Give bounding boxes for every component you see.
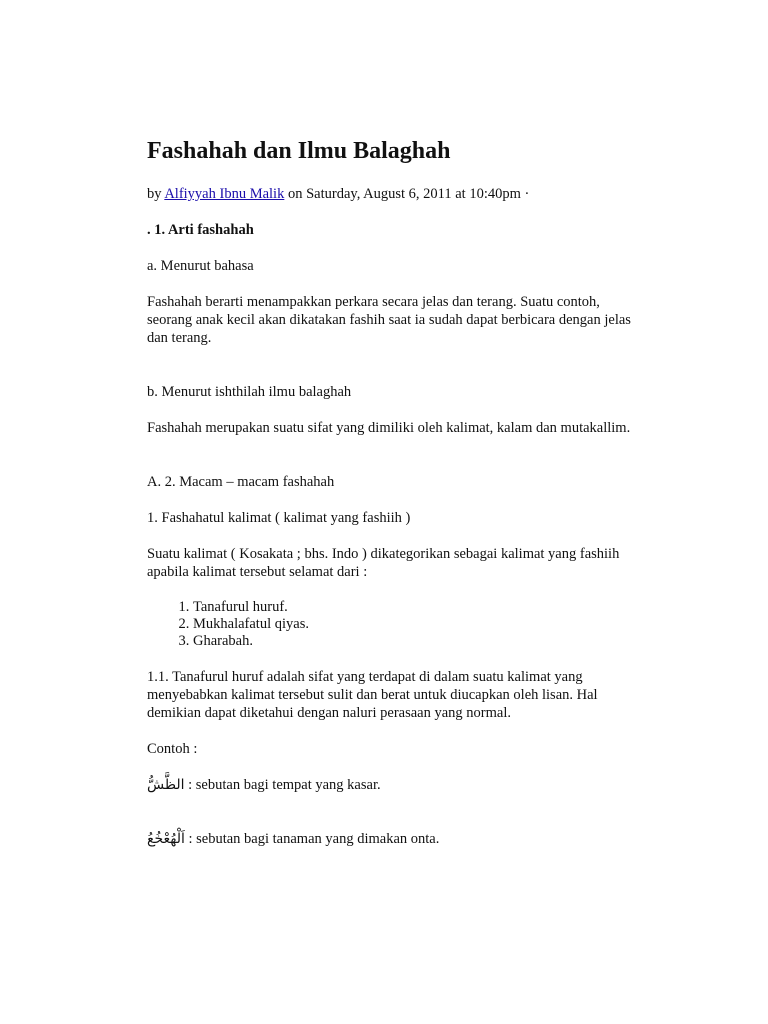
subheading-bahasa: a. Menurut bahasa <box>147 258 254 274</box>
paragraph-tanafurul: 1.1. Tanafurul huruf adalah sifat yang terdapat di dalam suatu kalimat yang menyebabkan kalimat tersebut sulit dan berat untuk diucapkan oleh lisan. Hal demikian dapat diketahui dengan naluri perasaan yang normal. <box>147 669 598 721</box>
paragraph-kalimat: Suatu kalimat ( Kosakata ; bhs. Indo ) dikategorikan sebagai kalimat yang fashiih apabila kalimat tersebut selamat dari : <box>147 546 620 580</box>
contoh-label: Contoh : <box>147 741 198 757</box>
byline-date: on Saturday, August 6, 2011 at 10:40pm · <box>284 186 530 202</box>
criteria-list <box>147 599 648 650</box>
byline <box>147 185 648 203</box>
paragraph-ishthilah: Fashahah merupakan suatu sifat yang dimiliki oleh kalimat, kalam dan mutakallim. <box>147 420 631 436</box>
example-line <box>147 830 648 848</box>
example-line <box>147 776 648 794</box>
author-link[interactable]: Alfiyyah Ibnu Malik <box>164 186 285 202</box>
byline-prefix: by <box>147 186 165 202</box>
arabic-word: اَلْهُعْخُعُ <box>147 831 185 847</box>
subheading-ishthilah: b. Menurut ishthilah ilmu balaghah <box>147 384 352 400</box>
example-text: : sebutan bagi tempat yang kasar. <box>184 777 381 793</box>
list-item: 2. Mukhalafatul qiyas. <box>193 616 648 633</box>
arabic-word: الظَّشُّ <box>147 777 185 793</box>
page-title: Fashahah dan Ilmu Balaghah <box>147 138 451 164</box>
paragraph-bahasa: Fashahah berarti menampakkan perkara secara jelas dan terang. Suatu contoh, seorang anak kecil akan dikatakan fashih saat ia sudah dapat berbicara dengan jelas dan terang. <box>147 294 631 346</box>
subheading-fashahatul-kalimat: 1. Fashahatul kalimat ( kalimat yang fashiih ) <box>147 510 411 526</box>
example-text: : sebutan bagi tanaman yang dimakan onta. <box>184 831 440 847</box>
list-item: 3. Gharabah. <box>193 633 648 650</box>
section-heading-macam: A. 2. Macam – macam fashahah <box>147 474 335 490</box>
section-heading-arti: . 1. Arti fashahah <box>147 222 254 238</box>
list-item: 1. Tanafurul huruf. <box>193 599 648 616</box>
